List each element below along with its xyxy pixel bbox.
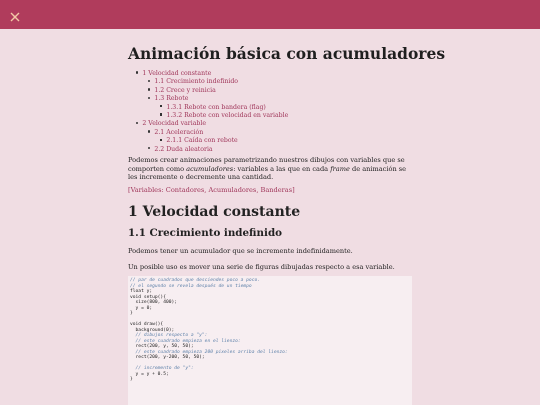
top-bar	[0, 0, 540, 29]
toc-link[interactable]: 1 Velocidad constante	[142, 70, 212, 77]
bullet-icon	[148, 88, 150, 90]
bullet-icon	[148, 147, 150, 149]
toc-item	[160, 104, 288, 112]
toc-link[interactable]: 1.3.2 Rebote con velocidad en variable	[166, 112, 289, 120]
subsection-heading: 1.1 Crecimiento indefinido	[128, 227, 283, 239]
table-of-contents	[128, 70, 288, 154]
toc-item	[148, 87, 288, 95]
code-line: void draw(){	[130, 322, 164, 327]
toc-item	[148, 129, 288, 137]
bullet-icon	[148, 80, 150, 82]
page-title: Animación básica con acumuladores	[128, 44, 446, 63]
toc-link[interactable]: 2.2 Duda aleatoria	[154, 145, 213, 153]
bullet-icon	[148, 97, 150, 99]
bullet-icon	[160, 105, 162, 107]
bullet-icon	[136, 71, 138, 73]
code-line: // este cuadrado empieza 200 pixeles arriba del lienzo:	[130, 349, 288, 355]
paragraph-acumulador: Podemos tener un acumulador que se incremente indefinidamente.	[128, 247, 353, 255]
toc-link[interactable]: 2.1.1 Caída con rebote	[166, 137, 238, 145]
section-heading: 1 Velocidad constante	[128, 204, 301, 220]
toc-link[interactable]: 1.3.1 Rebote con bandera (flag)	[166, 103, 266, 111]
toc-item	[160, 137, 288, 145]
code-line: size(800, 400);	[130, 300, 178, 305]
tags-link[interactable]: [Variables: Contadores, Acumuladores, Banderas]	[128, 186, 295, 194]
code-line: }	[130, 377, 133, 382]
toc-link[interactable]: 1.3 Rebote	[154, 95, 189, 103]
code-line: void setup(){	[130, 294, 166, 300]
code-line: rect(200, y-200, 50, 50);	[130, 355, 205, 360]
paragraph-uso: Un posible uso es mover una serie de figuras dibujadas respecto a esa variable.	[128, 263, 395, 271]
toc-link[interactable]: 1.2 Crece y reinicia	[154, 86, 216, 94]
bullet-icon	[160, 113, 162, 115]
bullet-icon	[160, 139, 162, 141]
code-line: y = 0;	[130, 305, 153, 311]
code-line: // el segundo se revela después de un tiempo	[130, 283, 252, 289]
toc-item	[148, 78, 288, 86]
code-block[interactable]	[128, 276, 412, 405]
code-line: }	[130, 311, 133, 316]
code-line: // incremento de "y":	[130, 366, 194, 371]
toc-item	[136, 120, 288, 128]
intro-paragraph: Podemos crear animaciones parametrizando nuestros dibujos con variables que se comporten como acumuladores: variables a las que en cada frame de animación se les incremente o decremente una cantidad.	[128, 156, 407, 182]
code-line: float y;	[130, 289, 153, 294]
code-line: background(0);	[130, 327, 175, 333]
bullet-icon	[148, 130, 150, 132]
code-line: rect(200, y, 50, 50);	[130, 344, 194, 349]
bullet-icon	[136, 122, 138, 124]
code-line: // este cuadrado empieza en el lienzo:	[130, 338, 241, 344]
toc-link[interactable]: 1.1 Crecimiento indefinido	[154, 78, 239, 86]
toc-link[interactable]: 2 Velocidad variable	[142, 120, 206, 128]
code-line: // par de cuadrados que desciendes poco a poco.	[130, 278, 260, 283]
toc-link[interactable]: 2.1 Aceleración	[154, 128, 204, 136]
toc-item	[148, 146, 288, 154]
quill-icon[interactable]	[9, 8, 21, 20]
toc-item	[136, 70, 288, 78]
code-line: // dibujos respecto a "y":	[130, 333, 208, 338]
toc-item	[148, 95, 288, 103]
toc-item	[160, 112, 288, 120]
code-line: y = y + 0.5;	[130, 371, 169, 377]
